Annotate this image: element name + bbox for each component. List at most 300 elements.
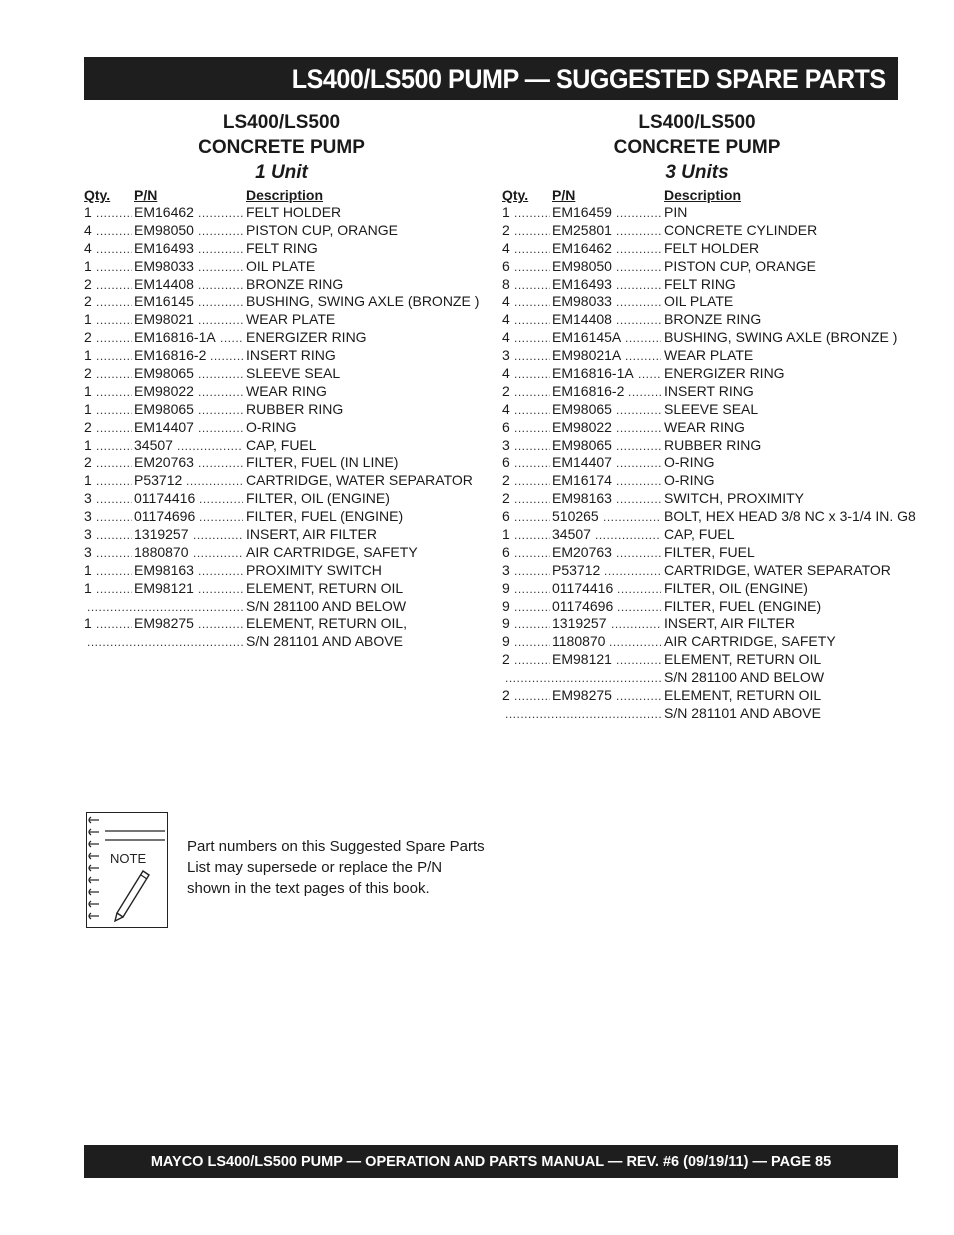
leader-dots <box>96 419 132 438</box>
description-cell: INSERT RING <box>664 382 754 399</box>
part-number-cell: EM98065 <box>552 400 612 417</box>
parts-row <box>84 311 484 329</box>
leader-dots <box>198 419 243 438</box>
part-number-cell: 34507 <box>552 526 591 543</box>
qty-cell: 2 <box>502 490 510 507</box>
parts-row <box>502 472 898 490</box>
description-cell: INSERT, AIR FILTER <box>246 526 377 543</box>
description-cell: CARTRIDGE, WATER SEPARATOR <box>246 472 473 489</box>
parts-row <box>502 419 898 437</box>
parts-row <box>502 240 898 258</box>
qty-cell: 2 <box>84 454 92 471</box>
parts-row <box>84 276 484 294</box>
qty-cell: 1 <box>84 579 92 596</box>
part-number-cell: EM98050 <box>552 257 612 274</box>
qty-cell: 1 <box>84 204 92 220</box>
part-number-cell: EM98033 <box>552 293 612 310</box>
parts-row <box>84 240 484 258</box>
leader-dots <box>611 615 661 634</box>
parts-row <box>84 419 484 437</box>
part-number-cell: 01174416 <box>134 490 196 507</box>
parts-row <box>502 651 898 669</box>
qty-cell: 3 <box>502 347 510 364</box>
leader-dots <box>616 276 661 295</box>
qty-cell: 2 <box>84 418 92 435</box>
part-number-cell: EM98065 <box>134 365 194 382</box>
description-cell: ENERGIZER RING <box>246 329 367 346</box>
description-cell: BUSHING, SWING AXLE (BRONZE ) <box>246 293 480 310</box>
part-number-cell: EM16174 <box>552 472 612 489</box>
leader-dots <box>514 258 550 277</box>
qty-cell: 9 <box>502 597 510 614</box>
leader-dots <box>514 222 550 241</box>
parts-row <box>502 633 898 651</box>
parts-row <box>502 365 898 383</box>
leader-dots <box>177 437 243 456</box>
leader-dots <box>628 383 661 402</box>
left-column-heading <box>84 110 479 185</box>
page-footer <box>84 1145 898 1178</box>
parts-row <box>502 669 898 687</box>
description-cell: CARTRIDGE, WATER SEPARATOR <box>664 561 891 578</box>
description-cell: ELEMENT, RETURN OIL <box>664 651 822 668</box>
part-number-cell: EM98121 <box>134 579 194 596</box>
description-cell: CAP, FUEL <box>246 436 317 453</box>
qty-cell: 4 <box>502 293 510 310</box>
description-cell: S/N 281100 AND BELOW <box>246 597 407 614</box>
leader-dots <box>96 401 132 420</box>
description-cell: INSERT RING <box>246 347 336 364</box>
qty-cell: 1 <box>84 311 92 328</box>
leader-dots <box>96 383 132 402</box>
leader-dots <box>514 401 550 420</box>
parts-row <box>502 293 898 311</box>
leader-dots <box>616 240 661 259</box>
description-cell: PISTON CUP, ORANGE <box>664 257 816 274</box>
leader-dots <box>514 437 550 456</box>
leader-dots <box>616 544 661 563</box>
leader-dots <box>96 615 132 634</box>
leader-dots <box>514 383 550 402</box>
part-number-cell: EM98065 <box>552 436 612 453</box>
leader-dots <box>514 240 550 259</box>
qty-cell: 6 <box>502 543 510 560</box>
leader-dots <box>514 293 550 312</box>
part-number-cell: EM98022 <box>552 418 612 435</box>
leader-dots <box>616 454 661 473</box>
description-column-header: Description <box>664 187 742 203</box>
qty-column-header: Qty. <box>84 187 111 203</box>
parts-row <box>502 490 898 508</box>
description-column-header: Description <box>246 187 324 203</box>
qty-cell: 1 <box>84 382 92 399</box>
part-number-cell: EM14407 <box>134 418 194 435</box>
leader-dots <box>96 472 132 491</box>
leader-dots <box>198 204 243 223</box>
qty-cell: 1 <box>84 400 92 417</box>
description-cell: SWITCH, PROXIMITY <box>664 490 804 507</box>
qty-cell: 2 <box>502 382 510 399</box>
part-number-cell: EM98022 <box>134 382 194 399</box>
part-number-cell: 01174696 <box>134 508 196 525</box>
leader-dots <box>96 222 132 241</box>
right-heading-units: 3 Units <box>665 162 729 183</box>
qty-cell: 3 <box>84 526 92 543</box>
qty-cell: 6 <box>502 257 510 274</box>
parts-row <box>84 454 484 472</box>
part-number-cell: EM14408 <box>552 311 612 328</box>
part-number-cell: EM98065 <box>134 400 194 417</box>
qty-cell: 2 <box>84 293 92 310</box>
description-cell: FILTER, FUEL (IN LINE) <box>246 454 399 471</box>
description-cell: WEAR RING <box>664 418 745 435</box>
leader-dots <box>616 687 661 706</box>
leader-dots <box>514 562 550 581</box>
part-number-cell: EM16145A <box>552 329 622 346</box>
parts-row <box>502 687 898 705</box>
qty-cell: 4 <box>84 239 92 256</box>
part-number-cell: P53712 <box>552 561 601 578</box>
leader-dots <box>193 544 243 563</box>
part-number-cell: 01174696 <box>552 597 614 614</box>
parts-row <box>502 526 898 544</box>
parts-row <box>502 705 898 723</box>
leader-dots <box>198 562 243 581</box>
parts-row <box>84 347 484 365</box>
parts-row <box>502 401 898 419</box>
description-cell: FILTER, FUEL (ENGINE) <box>246 508 404 525</box>
note-text: Part numbers on this Suggested Spare Parts List may supersede or replace the P/N shown in the text pages of this book. <box>187 838 485 897</box>
parts-row <box>502 544 898 562</box>
description-cell: FILTER, OIL (ENGINE) <box>664 579 808 596</box>
part-number-cell: 510265 <box>552 508 599 525</box>
description-cell: RUBBER RING <box>246 400 344 417</box>
part-number-cell: EM16462 <box>552 239 612 256</box>
parts-row <box>84 633 484 651</box>
description-cell: SLEEVE SEAL <box>664 400 759 417</box>
leader-dots <box>193 526 243 545</box>
leader-dots <box>96 580 132 599</box>
leader-dots <box>96 365 132 384</box>
part-number-cell: EM98163 <box>134 561 194 578</box>
leader-dots <box>96 490 132 509</box>
leader-dots <box>96 293 132 312</box>
description-cell: WEAR PLATE <box>246 311 336 328</box>
parts-row <box>502 454 898 472</box>
leader-dots <box>616 401 661 420</box>
parts-row <box>84 293 484 311</box>
part-number-cell: EM16493 <box>134 239 194 256</box>
leader-dots <box>616 293 661 312</box>
qty-cell: 9 <box>502 615 510 632</box>
description-cell: BRONZE RING <box>246 275 344 292</box>
leader-dots <box>198 311 243 330</box>
description-cell: PISTON CUP, ORANGE <box>246 221 398 238</box>
left-parts-header-row <box>84 187 484 204</box>
leader-dots <box>514 419 550 438</box>
parts-row <box>502 598 898 616</box>
leader-dots <box>96 347 132 366</box>
parts-row <box>84 329 484 347</box>
part-number-cell: EM16493 <box>552 275 612 292</box>
parts-row <box>84 526 484 544</box>
qty-cell: 6 <box>502 418 510 435</box>
leader-dots <box>186 472 243 491</box>
leader-dots <box>198 365 243 384</box>
part-number-cell: 01174416 <box>552 579 614 596</box>
part-number-cell: P53712 <box>134 472 183 489</box>
qty-cell: 6 <box>502 508 510 525</box>
part-number-cell: EM98021A <box>552 347 622 364</box>
left-heading-product: CONCRETE PUMP <box>198 137 365 158</box>
description-cell: FILTER, FUEL (ENGINE) <box>664 597 822 614</box>
part-number-cell: EM25801 <box>552 221 612 238</box>
description-cell: OIL PLATE <box>664 293 734 310</box>
description-cell: BRONZE RING <box>664 311 762 328</box>
qty-cell: 3 <box>84 490 92 507</box>
description-cell: WEAR RING <box>246 382 327 399</box>
parts-row <box>502 276 898 294</box>
parts-row <box>84 562 484 580</box>
description-cell: O-RING <box>664 454 715 471</box>
part-number-cell: EM16145 <box>134 293 194 310</box>
qty-cell: 8 <box>502 275 510 292</box>
leader-dots <box>96 240 132 259</box>
description-cell: FELT HOLDER <box>246 204 342 220</box>
leader-dots <box>616 651 661 670</box>
leader-dots <box>616 222 661 241</box>
leader-dots <box>603 508 661 527</box>
description-cell: S/N 281101 AND ABOVE <box>246 633 403 650</box>
leader-dots <box>514 508 550 527</box>
leader-dots <box>96 544 132 563</box>
leader-dots <box>220 329 243 348</box>
leader-dots <box>199 490 243 509</box>
part-number-cell: EM16816-1A <box>134 329 216 346</box>
leader-dots <box>96 276 132 295</box>
left-parts-column <box>84 110 484 651</box>
leader-dots <box>514 526 550 545</box>
right-parts-column <box>502 110 916 723</box>
qty-cell: 2 <box>502 472 510 489</box>
description-cell: PROXIMITY SWITCH <box>246 561 382 578</box>
qty-cell: 2 <box>502 687 510 704</box>
left-parts-list <box>84 187 484 651</box>
parts-row <box>502 580 898 598</box>
qty-cell: 2 <box>84 365 92 382</box>
parts-row <box>502 311 898 329</box>
leader-dots <box>514 598 550 617</box>
description-cell: S/N 281101 AND ABOVE <box>664 704 821 721</box>
qty-cell: 4 <box>502 400 510 417</box>
parts-row <box>84 204 484 222</box>
qty-cell: 3 <box>84 508 92 525</box>
description-cell: ENERGIZER RING <box>664 365 785 382</box>
leader-dots <box>616 204 661 223</box>
parts-row <box>84 472 484 490</box>
right-parts-list <box>502 187 916 723</box>
part-number-cell: 1319257 <box>134 526 189 543</box>
leader-dots <box>198 383 243 402</box>
leader-dots <box>514 490 550 509</box>
description-cell: BUSHING, SWING AXLE (BRONZE ) <box>664 329 898 346</box>
parts-row <box>84 544 484 562</box>
leader-dots <box>198 293 243 312</box>
description-cell: AIR CARTRIDGE, SAFETY <box>246 543 418 560</box>
part-number-cell: EM16459 <box>552 204 612 220</box>
parts-row <box>84 580 484 598</box>
qty-cell: 1 <box>502 526 510 543</box>
qty-cell: 4 <box>84 221 92 238</box>
qty-column-header: Qty. <box>502 187 529 203</box>
description-cell: AIR CARTRIDGE, SAFETY <box>664 633 836 650</box>
notepad-drawing <box>87 813 167 927</box>
qty-cell: 9 <box>502 579 510 596</box>
qty-cell: 2 <box>84 275 92 292</box>
leader-dots <box>198 222 243 241</box>
page-title: LS400/LS500 PUMP — SUGGESTED SPARE PARTS <box>292 64 886 94</box>
leader-dots <box>609 633 661 652</box>
leader-dots <box>514 311 550 330</box>
leader-dots <box>198 240 243 259</box>
parts-row <box>84 437 484 455</box>
parts-row <box>84 508 484 526</box>
part-number-cell: EM16816-1A <box>552 365 634 382</box>
leader-dots <box>616 490 661 509</box>
parts-row <box>84 401 484 419</box>
description-cell: OIL PLATE <box>246 257 316 274</box>
part-number-cell: EM98163 <box>552 490 612 507</box>
qty-cell: 4 <box>502 365 510 382</box>
leader-dots <box>514 472 550 491</box>
parts-row <box>84 365 484 383</box>
qty-cell: 1 <box>84 472 92 489</box>
leader-dots <box>505 705 661 724</box>
leader-dots <box>595 526 661 545</box>
leader-dots <box>198 401 243 420</box>
leader-dots <box>514 615 550 634</box>
qty-cell: 4 <box>502 329 510 346</box>
description-cell: FILTER, FUEL <box>664 543 755 560</box>
leader-dots <box>616 419 661 438</box>
description-cell: BOLT, HEX HEAD 3/8 NC x 3-1/4 IN. G8 <box>664 508 916 525</box>
description-cell: O-RING <box>246 418 297 435</box>
right-parts-header-row <box>502 187 898 204</box>
leader-dots <box>198 276 243 295</box>
description-cell: O-RING <box>664 472 715 489</box>
parts-row <box>502 347 898 365</box>
qty-cell: 3 <box>502 561 510 578</box>
leader-dots <box>96 311 132 330</box>
leader-dots <box>514 651 550 670</box>
qty-cell: 3 <box>502 436 510 453</box>
description-cell: FILTER, OIL (ENGINE) <box>246 490 390 507</box>
part-number-cell: 34507 <box>134 436 173 453</box>
part-number-cell: EM16816-2 <box>552 382 625 399</box>
pn-column-header: P/N <box>552 187 576 203</box>
qty-cell: 1 <box>84 615 92 632</box>
qty-cell: 9 <box>502 633 510 650</box>
qty-cell: 4 <box>502 311 510 328</box>
description-cell: ELEMENT, RETURN OIL <box>246 579 404 596</box>
leader-dots <box>96 204 132 223</box>
leader-dots <box>514 544 550 563</box>
leader-dots <box>505 669 661 688</box>
qty-cell: 1 <box>502 204 510 220</box>
leader-dots <box>604 562 661 581</box>
leader-dots <box>96 454 132 473</box>
left-heading-model: LS400/LS500 <box>222 112 341 133</box>
footer-text: MAYCO LS400/LS500 PUMP — OPERATION AND PARTS MANUAL — REV. #6 (09/19/11) — PAGE 85 <box>150 1154 832 1170</box>
leader-dots <box>198 258 243 277</box>
parts-row <box>84 222 484 240</box>
qty-cell: 2 <box>84 329 92 346</box>
leader-dots <box>514 329 550 348</box>
leader-dots <box>625 347 661 366</box>
leader-dots <box>96 258 132 277</box>
parts-row <box>84 258 484 276</box>
part-number-cell: EM98021 <box>134 311 194 328</box>
description-cell: ELEMENT, RETURN OIL <box>664 687 822 704</box>
description-cell: CAP, FUEL <box>664 526 735 543</box>
leader-dots <box>514 580 550 599</box>
leader-dots <box>616 472 661 491</box>
description-cell: FELT RING <box>664 275 736 292</box>
parts-row <box>502 204 898 222</box>
leader-dots <box>514 687 550 706</box>
parts-row <box>502 508 916 526</box>
leader-dots <box>198 615 243 634</box>
part-number-cell: EM98050 <box>134 221 194 238</box>
parts-row <box>502 222 898 240</box>
part-number-cell: EM14408 <box>134 275 194 292</box>
part-number-cell: 1319257 <box>552 615 607 632</box>
part-number-cell: EM20763 <box>134 454 194 471</box>
description-cell: INSERT, AIR FILTER <box>664 615 795 632</box>
part-number-cell: EM98275 <box>134 615 194 632</box>
leader-dots <box>96 508 132 527</box>
parts-row <box>84 615 484 633</box>
parts-row <box>502 437 898 455</box>
qty-cell: 1 <box>84 561 92 578</box>
leader-dots <box>87 633 243 652</box>
right-heading-model: LS400/LS500 <box>638 112 756 133</box>
leader-dots <box>514 204 550 223</box>
qty-cell: 2 <box>502 221 510 238</box>
qty-cell: 1 <box>84 257 92 274</box>
leader-dots <box>514 347 550 366</box>
description-cell: FELT HOLDER <box>664 239 760 256</box>
leader-dots <box>616 437 661 456</box>
leader-dots <box>514 454 550 473</box>
leader-dots <box>210 347 243 366</box>
qty-cell: 1 <box>84 347 92 364</box>
leader-dots <box>616 258 661 277</box>
leader-dots <box>199 508 243 527</box>
parts-row <box>84 490 484 508</box>
parts-row <box>502 562 898 580</box>
description-cell: FELT RING <box>246 239 318 256</box>
left-heading-units: 1 Unit <box>255 162 308 183</box>
description-cell: SLEEVE SEAL <box>246 365 341 382</box>
right-heading-product: CONCRETE PUMP <box>613 137 781 158</box>
leader-dots <box>638 365 661 384</box>
parts-row <box>502 329 898 347</box>
part-number-cell: EM98033 <box>134 257 194 274</box>
leader-dots <box>617 598 661 617</box>
parts-row <box>502 615 898 633</box>
leader-dots <box>96 562 132 581</box>
